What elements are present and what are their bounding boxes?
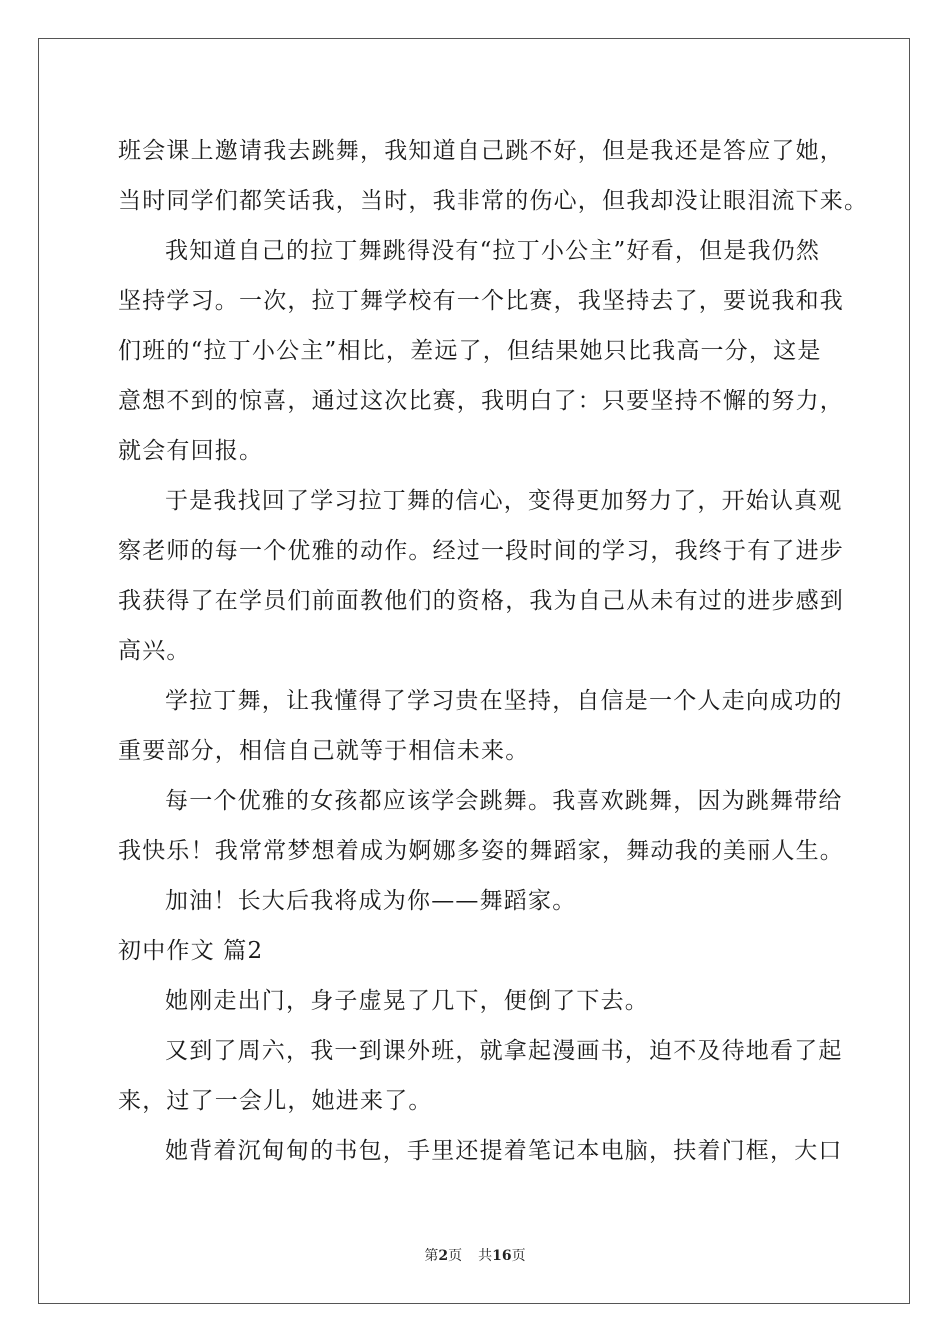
text-line: 我获得了在学员们前面教他们的资格，我为自己从未有过的进步感到 [118,588,844,614]
text-line: 班会课上邀请我去跳舞，我知道自己跳不好，但是我还是答应了她， [118,138,844,164]
text-line: 来，过了一会儿，她进来了。 [118,1088,433,1114]
document-body [118,126,869,1176]
text-line: 又到了周六，我一到课外班，就拿起漫画书，迫不及待地看了起 [165,1038,843,1064]
section-heading: 初中作文 篇2 [118,938,264,964]
page-footer [0,1245,950,1265]
text-line: 于是我找回了学习拉丁舞的信心，变得更加努力了，开始认真观 [165,488,843,514]
text-line: 她背着沉甸甸的书包，手里还提着笔记本电脑，扶着门框，大口 [165,1138,843,1164]
total-suffix: 页 [511,1248,526,1264]
text-line: 高兴。 [118,638,191,664]
text-line: 察老师的每一个优雅的动作。经过一段时间的学习，我终于有了进步 [118,538,844,564]
page-prefix: 第 [424,1248,439,1264]
text-line: 她刚走出门，身子虚晃了几下，便倒了下去。 [165,988,649,1014]
text-line: 加油！长大后我将成为你——舞蹈家。 [165,888,577,914]
text-line: 学拉丁舞，让我懂得了学习贵在坚持，自信是一个人走向成功的 [165,688,843,714]
page-suffix: 页 [448,1248,463,1264]
text-line: 意想不到的惊喜，通过这次比赛，我明白了：只要坚持不懈的努力， [118,388,844,414]
text-line: 就会有回报。 [118,438,264,464]
text-line: 坚持学习。一次，拉丁舞学校有一个比赛，我坚持去了，要说我和我 [118,288,844,314]
page-number: 2 [438,1248,449,1264]
text-line: 重要部分，相信自己就等于相信未来。 [118,738,530,764]
text-line: 每一个优雅的女孩都应该学会跳舞。我喜欢跳舞，因为跳舞带给 [165,788,843,814]
text-line: 我知道自己的拉丁舞跳得没有“拉丁小公主”好看，但是我仍然 [165,238,821,264]
text-line: 当时同学们都笑话我，当时，我非常的伤心，但我却没让眼泪流下来。 [118,188,869,214]
total-prefix: 共 [478,1248,493,1264]
text-line: 我快乐！我常常梦想着成为婀娜多姿的舞蹈家，舞动我的美丽人生。 [118,838,844,864]
total-pages: 16 [492,1248,512,1264]
text-line: 们班的“拉丁小公主”相比，差远了，但结果她只比我高一分，这是 [118,338,822,364]
